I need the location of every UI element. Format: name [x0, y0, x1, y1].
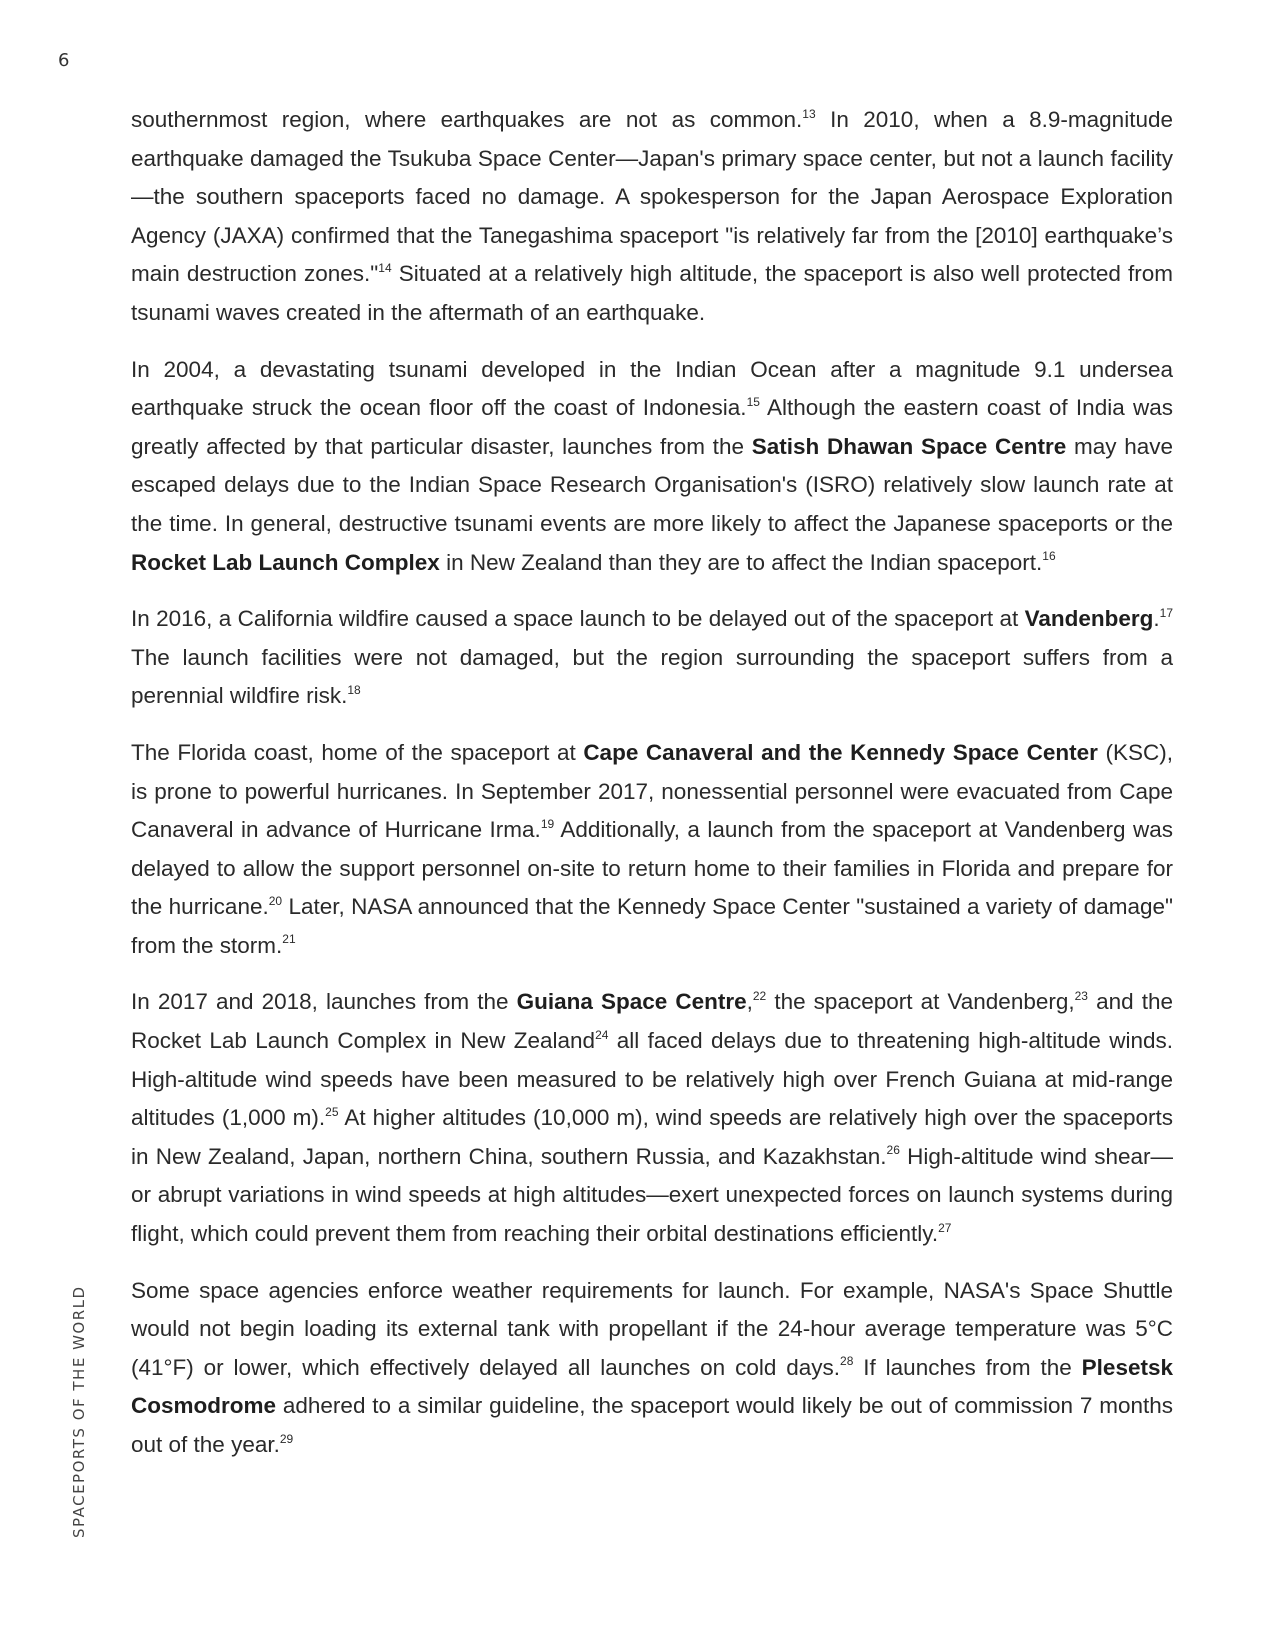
text-run: In 2004, a devastating tsunami developed in the Indian Ocean after a magnitude 9.1 undersea earthquake struck the ocean floor off the coast of Indonesia. — [131, 356, 1173, 421]
text-run: If launches from the — [853, 1354, 1082, 1380]
spaceport-name: Guiana Space Centre — [516, 989, 747, 1015]
footnote-ref[interactable]: 17 — [1159, 605, 1173, 620]
text-run: in New Zealand than they are to affect the Indian spaceport. — [439, 549, 1043, 575]
footnote-ref[interactable]: 14 — [378, 260, 392, 275]
text-run: southernmost region, where earthquakes are not as common. — [131, 107, 803, 132]
text-run: Additionally, a launch from the spaceport at Vandenberg was delayed to allow the support personnel on-site to return home to their families in Florida and prepare for the hurricane. — [131, 817, 1173, 920]
text-run: and the Rocket Lab Launch Complex in New Zealand — [131, 989, 1173, 1054]
text-run: Situated at a relatively high altitude, the spaceport is also well protected from tsunami waves created in the aftermath of an earthquake. — [131, 261, 1173, 325]
footnote-ref[interactable]: 23 — [1074, 988, 1088, 1003]
footnote-ref[interactable]: 15 — [746, 394, 760, 409]
text-run: At higher altitudes (10,000 m), wind speeds are relatively high over the spaceports in New Zealand, Japan, northern China, southern Russia, and Kazakhstan. — [131, 1105, 1173, 1169]
paragraph-high-altitude-winds — [131, 983, 1173, 1253]
text-run: The Florida coast, home of the spaceport at — [131, 739, 584, 765]
footnote-ref[interactable]: 16 — [1042, 549, 1056, 564]
text-run: . — [1153, 606, 1160, 632]
text-run: In 2017 and 2018, launches from the — [131, 989, 517, 1015]
footnote-ref[interactable]: 19 — [540, 816, 555, 831]
spaceport-name: Rocket Lab Launch Complex — [131, 549, 440, 575]
footnote-ref[interactable]: 21 — [282, 932, 296, 947]
spaceport-name: Satish Dhawan Space Centre — [751, 433, 1067, 459]
running-footer-title: SPACEPORTS OF THE WORLD — [70, 1285, 88, 1538]
body-text — [131, 101, 1173, 1483]
text-run: The launch facilities were not damaged, but the region surrounding the spaceport suffers from a perennial wildfire risk. — [131, 644, 1173, 709]
footnote-ref[interactable]: 13 — [802, 106, 816, 121]
paragraph-weather-requirements — [131, 1272, 1173, 1465]
text-run: Some space agencies enforce weather requirements for launch. For example, NASA's Space Shuttle would not begin loading its external tank with propellant if the 24-hour average temperature was 5°C (41°F) or lower, which effectively delayed all launches on cold days. — [131, 1277, 1173, 1380]
text-run: Later, NASA announced that the Kennedy Space Center "sustained a variety of damage" from the storm. — [131, 894, 1173, 958]
footnote-ref[interactable]: 28 — [840, 1354, 854, 1369]
text-run: , — [746, 989, 753, 1015]
paragraph-japan-earthquakes — [131, 101, 1173, 333]
text-run: may have escaped delays due to the Indian Space Research Organisation's (ISRO) relatively slow launch rate at the time. In general, destructive tsunami events are more likely to affect the Japanese spaceports or the — [131, 433, 1173, 536]
text-run: In 2016, a California wildfire caused a space launch to be delayed out of the spaceport at — [131, 606, 1025, 632]
text-run: High-altitude wind shear—or abrupt variations in wind speeds at high altitudes—exert unexpected forces on launch systems during flight, which could prevent them from reaching their orbital destinations efficiently. — [131, 1143, 1173, 1247]
paragraph-florida-hurricanes — [131, 734, 1173, 966]
footnote-ref[interactable]: 22 — [752, 988, 767, 1003]
spaceport-name: Cape Canaveral and the Kennedy Space Center — [583, 739, 1098, 765]
text-run: the spaceport at Vandenberg, — [766, 989, 1075, 1015]
text-run: Although the eastern coast of India was greatly affected by that particular disaster, launches from the — [131, 395, 1173, 459]
footnote-ref[interactable]: 25 — [325, 1104, 339, 1119]
footnote-ref[interactable]: 20 — [268, 893, 283, 908]
footnote-ref[interactable]: 26 — [886, 1143, 900, 1158]
spaceport-name: Vandenberg — [1024, 606, 1154, 632]
footnote-ref[interactable]: 27 — [938, 1220, 952, 1235]
text-run: In 2010, when a 8.9-magnitude earthquake damaged the Tsukuba Space Center—Japan's primary space center, but not a launch facility—the southern spaceports faced no damage. A spokesperson for the Japan Aerospace Exploration Agency (JAXA) confirmed that the Tanegashima spaceport "is relatively far from the [2010] earthquake’s main destruction zones." — [131, 107, 1173, 287]
text-run: (KSC), is prone to powerful hurricanes. In September 2017, nonessential personnel were evacuated from Cape Canaveral in advance of Hurricane Irma. — [131, 739, 1173, 843]
text-run: all faced delays due to threatening high-altitude winds. High-altitude wind speeds have been measured to be relatively high over French Guiana at mid-range altitudes (1,000 m). — [131, 1028, 1174, 1131]
footnote-ref[interactable]: 18 — [347, 682, 361, 697]
paragraph-california-wildfire — [131, 600, 1173, 716]
page-number: 6 — [58, 50, 70, 71]
footnote-ref[interactable]: 29 — [279, 1431, 294, 1446]
footnote-ref[interactable]: 24 — [595, 1027, 609, 1042]
spaceport-name: Plesetsk Cosmodrome — [131, 1354, 1173, 1419]
paragraph-indian-ocean-tsunami — [131, 351, 1173, 583]
text-run: adhered to a similar guideline, the spaceport would likely be out of commission 7 months out of the year. — [131, 1393, 1173, 1457]
